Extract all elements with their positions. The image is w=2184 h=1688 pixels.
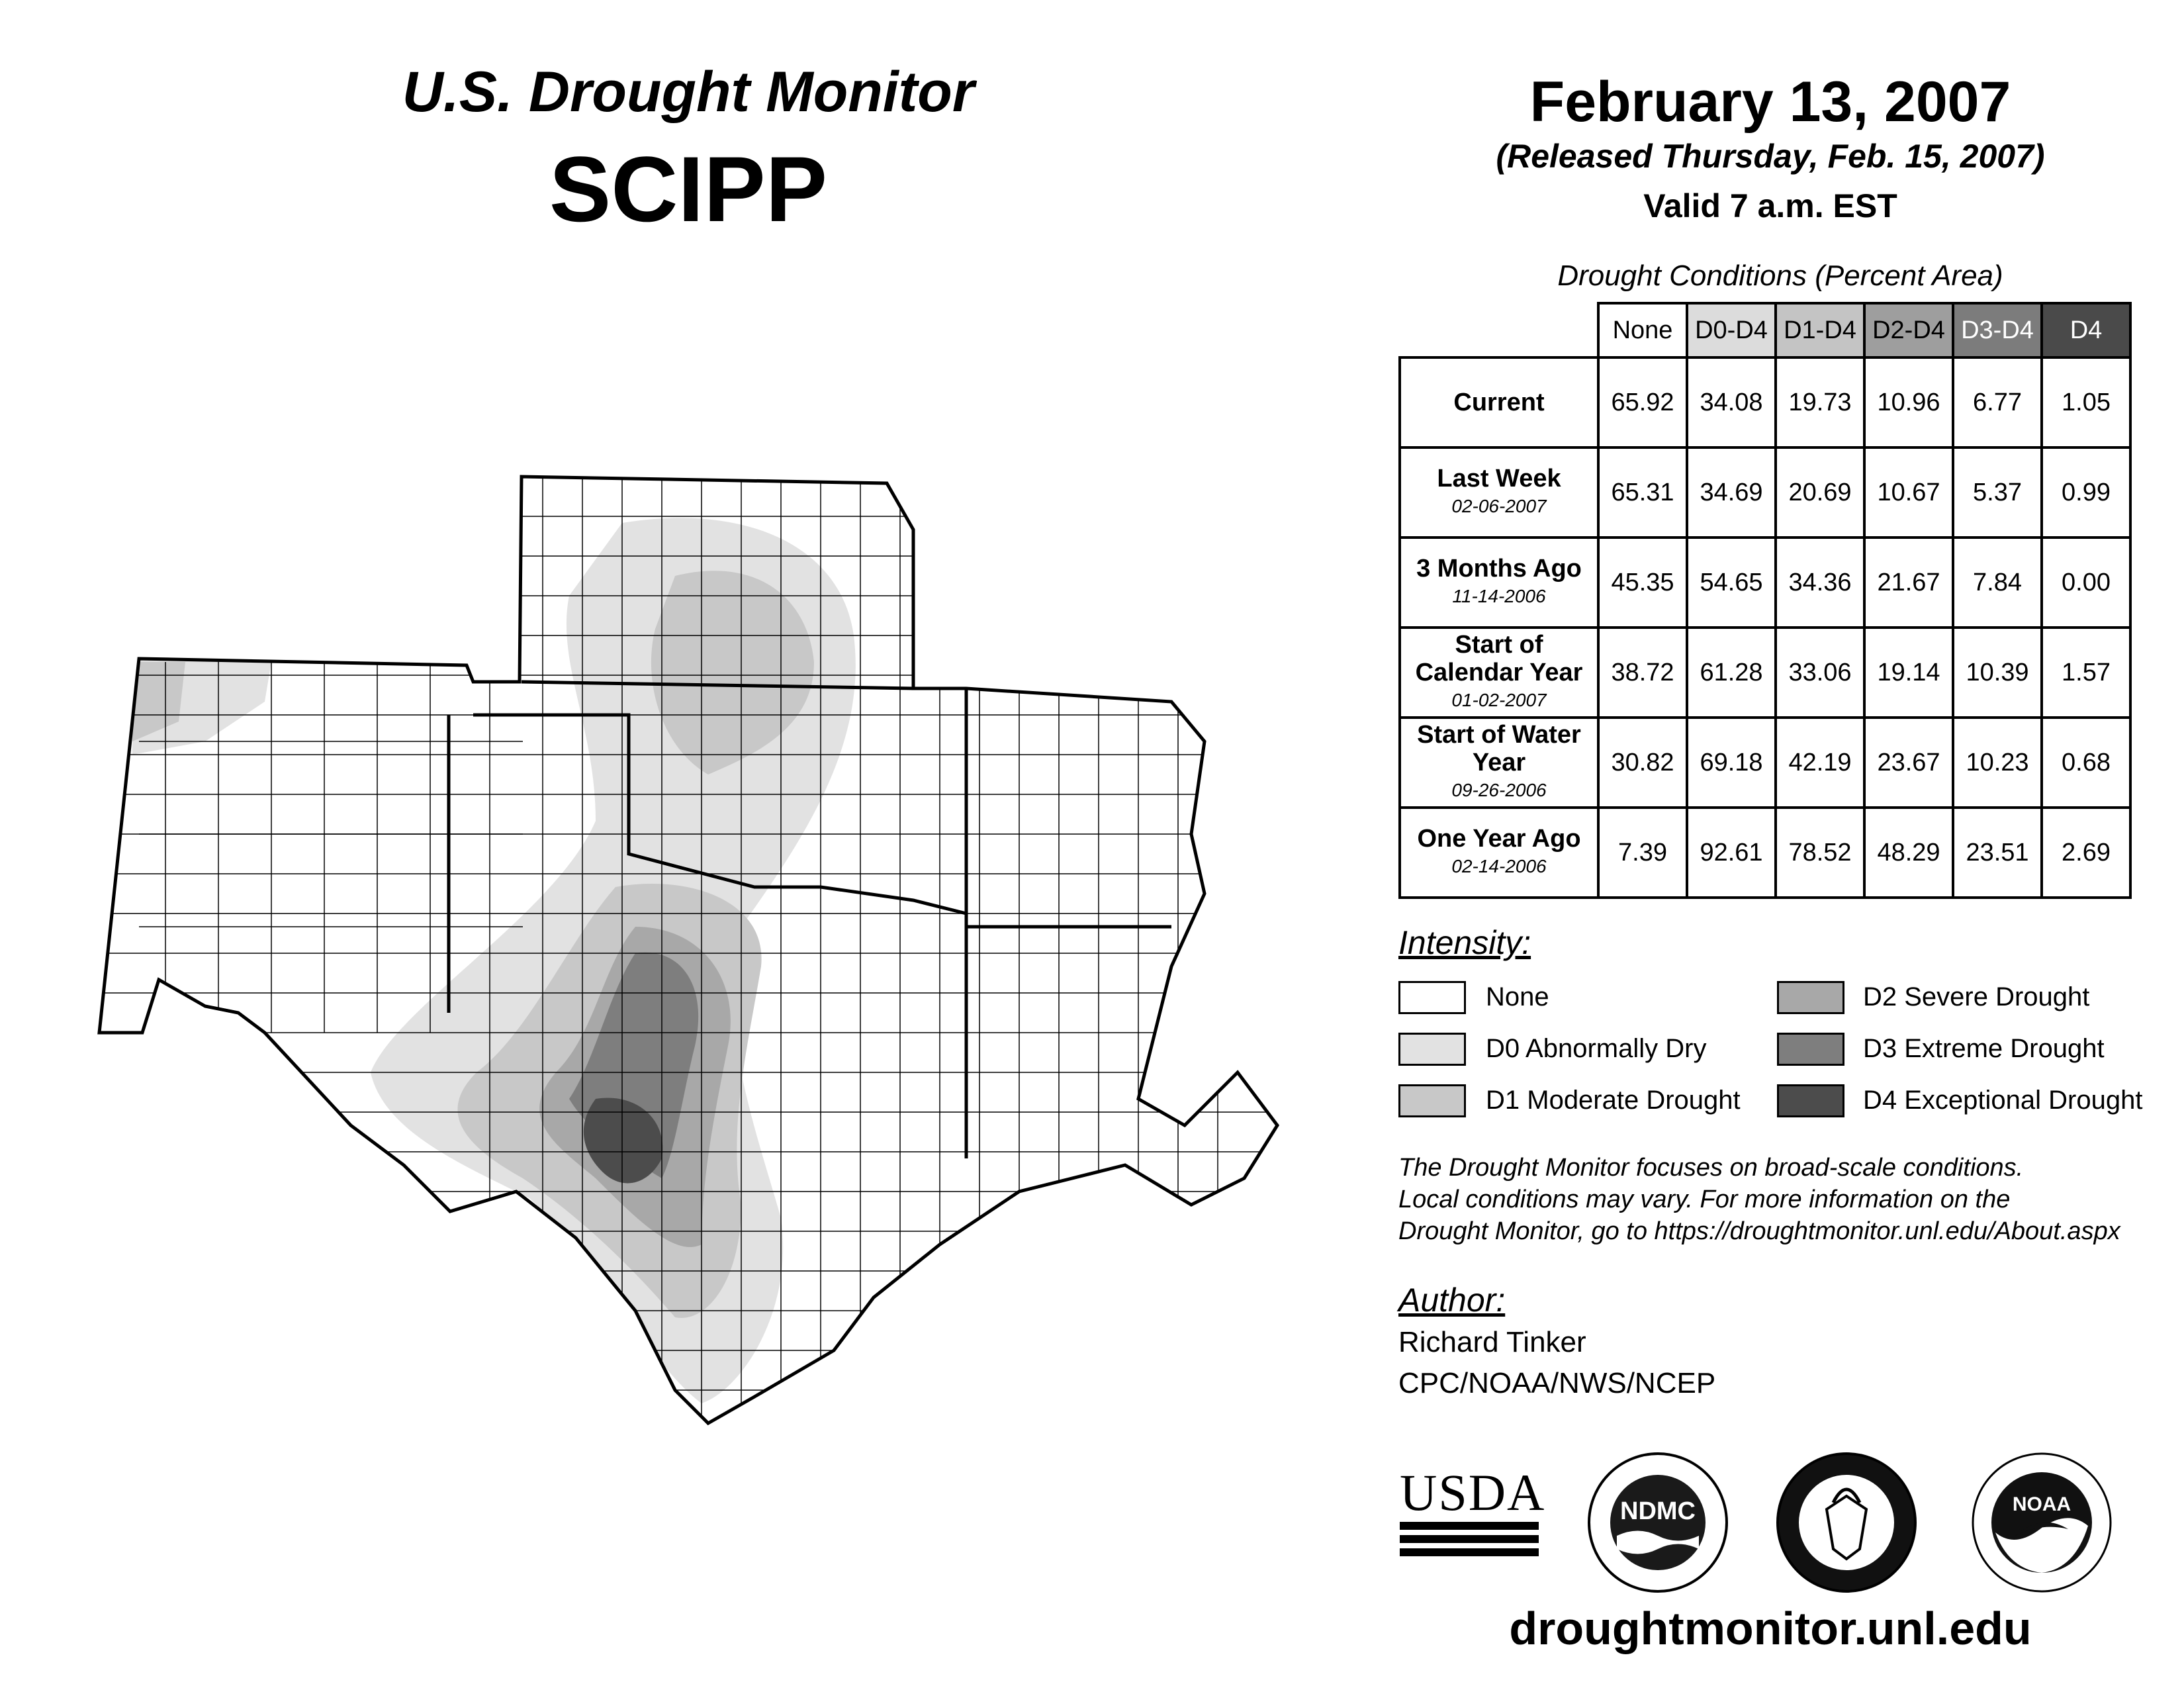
legend-swatch (1398, 981, 1466, 1014)
noaa-logo-text: NOAA (2012, 1493, 2071, 1515)
row-label (1400, 538, 1598, 628)
table-cell: 33.06 (1776, 628, 1864, 718)
table-cell: 5.37 (1953, 447, 2042, 538)
table-cell: 2.69 (2042, 808, 2130, 898)
table-cell: 61.28 (1687, 628, 1776, 718)
table-cell: 20.69 (1776, 447, 1864, 538)
table-cell: 19.73 (1776, 357, 1864, 447)
row-label-text: 3 Months Ago (1416, 555, 1582, 583)
website-link[interactable]: droughtmonitor.unl.edu (1509, 1603, 2032, 1654)
table-cell: 78.52 (1776, 808, 1864, 898)
row-label (1400, 628, 1598, 718)
table-row (1400, 718, 2130, 808)
column-header: D4 (2042, 303, 2130, 357)
table-cell: 10.39 (1953, 628, 2042, 718)
table-cell: 1.05 (2042, 357, 2130, 447)
table-cell: 54.65 (1687, 538, 1776, 628)
column-header: D2-D4 (1864, 303, 1953, 357)
author-heading: Author: (1398, 1282, 1506, 1319)
table-corner (1400, 303, 1598, 357)
table-cell: 7.39 (1598, 808, 1687, 898)
row-label (1400, 808, 1598, 898)
map-title: SCIPP (549, 137, 828, 241)
valid-time: Valid 7 a.m. EST (1643, 187, 1897, 224)
note-line: Local conditions may vary. For more information on the (1398, 1186, 2011, 1213)
table-cell: 0.68 (2042, 718, 2130, 808)
table-caption: Drought Conditions (Percent Area) (1557, 259, 2003, 292)
table-cell: 42.19 (1776, 718, 1864, 808)
table-cell: 45.35 (1598, 538, 1687, 628)
table-cell: 34.08 (1687, 357, 1776, 447)
author-name: Richard Tinker (1398, 1326, 1586, 1358)
row-label-text: One Year Ago (1417, 825, 1581, 853)
table-row (1400, 808, 2130, 898)
table-cell: 23.51 (1953, 808, 2042, 898)
note-line: The Drought Monitor focuses on broad-scale conditions. (1398, 1154, 2024, 1182)
ndmc-logo (1585, 1450, 1731, 1595)
note-line: Drought Monitor, go to https://droughtmonitor.unl.edu/About.aspx (1398, 1217, 2120, 1245)
table-cell: 0.99 (2042, 447, 2130, 538)
table-cell: 7.84 (1953, 538, 2042, 628)
table-cell: 19.14 (1864, 628, 1953, 718)
ndmc-logo-text: NDMC (1620, 1497, 1696, 1525)
legend-label: None (1486, 982, 1549, 1011)
row-label-text: Last Week (1437, 465, 1561, 492)
row-label-text: Start of Calendar Year (1415, 631, 1583, 686)
legend-swatch (1398, 1033, 1466, 1066)
legend-label: D4 Exceptional Drought (1863, 1086, 2143, 1115)
row-label-text: Start of Water Year (1417, 721, 1581, 776)
author-organization: CPC/NOAA/NWS/NCEP (1398, 1367, 1716, 1399)
table-row (1400, 357, 2130, 447)
row-label (1400, 357, 1598, 447)
legend-swatch (1777, 1084, 1844, 1117)
row-label-date: 01-02-2007 (1451, 690, 1547, 710)
table-cell: 38.72 (1598, 628, 1687, 718)
drought-stats-table (1398, 302, 2132, 899)
table-cell: 92.61 (1687, 808, 1776, 898)
table-cell: 34.36 (1776, 538, 1864, 628)
map-date: February 13, 2007 (1529, 70, 2011, 134)
legend-swatch (1777, 981, 1844, 1014)
table-row (1400, 628, 2130, 718)
table-cell: 0.00 (2042, 538, 2130, 628)
table-cell: 65.92 (1598, 357, 1687, 447)
legend-label: D2 Severe Drought (1863, 982, 2090, 1011)
row-label-date: 02-06-2007 (1451, 496, 1547, 516)
legend-label: D0 Abnormally Dry (1486, 1034, 1707, 1063)
table-cell: 1.57 (2042, 628, 2130, 718)
table-cell: 21.67 (1864, 538, 1953, 628)
drought-map (93, 463, 1297, 1456)
column-header: None (1598, 303, 1687, 357)
release-date: (Released Thursday, Feb. 15, 2007) (1496, 138, 2045, 175)
column-header: D3-D4 (1953, 303, 2042, 357)
table-cell: 65.31 (1598, 447, 1687, 538)
row-label-date: 11-14-2006 (1452, 586, 1546, 606)
row-label-date: 02-14-2006 (1451, 856, 1547, 876)
legend-label: D3 Extreme Drought (1863, 1034, 2105, 1063)
commerce-seal (1774, 1450, 1919, 1595)
table-cell: 30.82 (1598, 718, 1687, 808)
table-row (1400, 447, 2130, 538)
legend-swatch (1398, 1084, 1466, 1117)
usda-logo-text: USDA (1400, 1464, 1546, 1521)
table-row (1400, 538, 2130, 628)
usda-logo (1400, 1464, 1546, 1566)
column-header: D1-D4 (1776, 303, 1864, 357)
column-header: D0-D4 (1687, 303, 1776, 357)
legend-label: D1 Moderate Drought (1486, 1086, 1741, 1115)
row-label-date: 09-26-2006 (1451, 780, 1547, 800)
table-cell: 6.77 (1953, 357, 2042, 447)
map-subtitle: U.S. Drought Monitor (402, 60, 975, 124)
table-header-row (1400, 303, 2130, 357)
table-cell: 48.29 (1864, 808, 1953, 898)
table-cell: 23.67 (1864, 718, 1953, 808)
noaa-logo (1969, 1450, 2115, 1595)
legend-title: Intensity: (1398, 924, 1531, 961)
row-label (1400, 447, 1598, 538)
table-cell: 10.67 (1864, 447, 1953, 538)
disclaimer-note (1398, 1152, 2179, 1247)
row-label-text: Current (1453, 389, 1545, 416)
legend-swatch (1777, 1033, 1844, 1066)
table-cell: 10.23 (1953, 718, 2042, 808)
table-cell: 10.96 (1864, 357, 1953, 447)
table-cell: 34.69 (1687, 447, 1776, 538)
row-label (1400, 718, 1598, 808)
table-cell: 69.18 (1687, 718, 1776, 808)
